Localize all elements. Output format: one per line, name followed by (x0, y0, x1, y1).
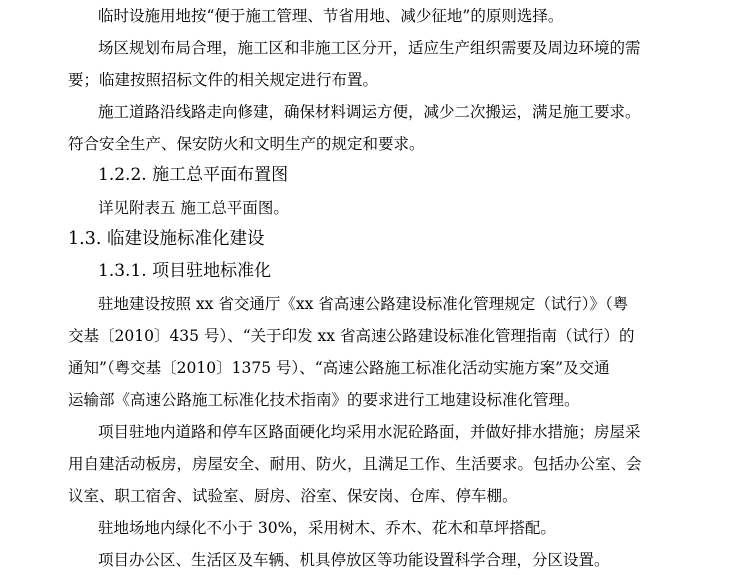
paragraph-7: 驻地场地内绿化不小于 30%，采用树木、乔木、花木和草坪搭配。 (98, 519, 556, 537)
paragraph-5-line-4: 运输部《高速公路施工标准化技术指南》的要求进行工地建设标准化管理。 (68, 391, 580, 409)
paragraph-2-line-1: 场区规划布局合理，施工区和非施工区分开，适应生产组织需要及周边环境的需 (98, 39, 641, 57)
paragraph-5-line-1: 驻地建设按照 xx 省交通厅《xx 省高速公路建设标准化管理规定（试行）》（粤 (98, 295, 629, 313)
paragraph-5-line-3: 通知”（粤交基〔2010〕1375 号）、“高速公路施工标准化活动实施方案”及交通 (68, 359, 610, 377)
paragraph-5-line-2: 交基〔2010〕435 号）、“关于印发 xx 省高速公路建设标准化管理指南（试行）的 (68, 327, 635, 345)
section-heading-1-3-1: 1.3.1. 项目驻地标准化 (98, 261, 272, 281)
paragraph-8: 项目办公区、生活区及车辆、机具停放区等功能设置科学合理，分区设置。 (98, 551, 610, 569)
paragraph-6-line-2: 用自建活动板房，房屋安全、耐用、防火，且满足工作、生活要求。包括办公室、会 (68, 455, 642, 473)
paragraph-4: 详见附表五 施工总平面图。 (98, 199, 289, 217)
paragraph-3-line-1: 施工道路沿线路走向修建，确保材料调运方便，减少二次搬运，满足施工要求。 (98, 103, 641, 121)
paragraph-3-line-2: 符合安全生产、保安防火和文明生产的规定和要求。 (68, 135, 425, 153)
paragraph-6-line-3: 议室、职工宿舍、试验室、厨房、浴室、保安岗、仓库、停车棚。 (68, 487, 518, 505)
section-heading-1-3: 1.3. 临建设施标准化建设 (68, 229, 265, 249)
section-heading-1-2-2: 1.2.2. 施工总平面布置图 (98, 165, 289, 185)
paragraph-6-line-1: 项目驻地内道路和停车区路面硬化均采用水泥砼路面，并做好排水措施；房屋采 (98, 423, 641, 441)
paragraph-1: 临时设施用地按“便于施工管理、节省用地、减少征地”的原则选择。 (98, 7, 564, 25)
paragraph-2-line-2: 要；临建按照招标文件的相关规定进行布置。 (68, 71, 379, 89)
